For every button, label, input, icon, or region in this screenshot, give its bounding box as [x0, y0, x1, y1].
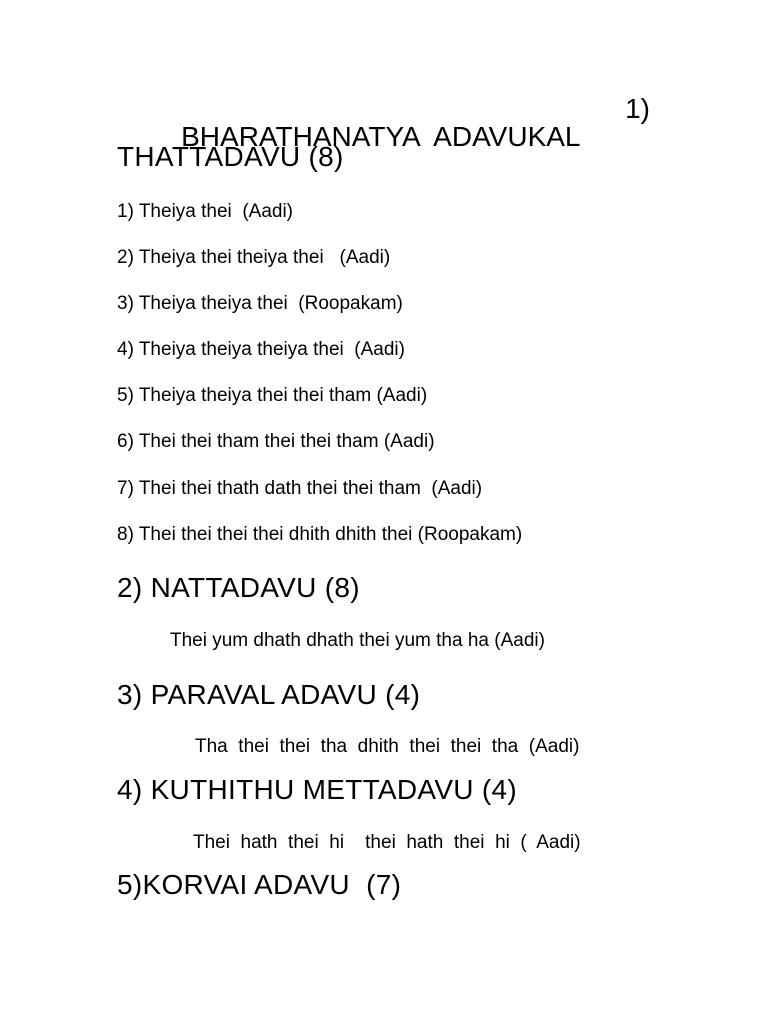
thattadavu-item-3: 3) Theiya theiya thei (Roopakam) [117, 293, 403, 314]
section-3-text: Tha thei thei tha dhith thei thei tha (Aadi) [195, 736, 580, 757]
thattadavu-item-7: 7) Thei thei thath dath thei thei tham (Aadi) [117, 478, 483, 499]
thattadavu-item-2: 2) Theiya thei theiya thei (Aadi) [117, 247, 391, 268]
section-5-heading: 5)KORVAI ADAVU (7) [117, 869, 402, 900]
thattadavu-item-8: 8) Thei thei thei thei dhith dhith thei (Roopakam) [117, 524, 523, 545]
section-3-heading: 3) PARAVAL ADAVU (4) [117, 679, 421, 710]
thattadavu-item-4: 4) Theiya theiya theiya thei (Aadi) [117, 339, 405, 360]
section-1-number: 1) [625, 93, 650, 124]
section-1-heading: THATTADAVU (8) [117, 141, 344, 172]
section-4-text: Thei hath thei hi thei hath thei hi ( Aadi) [193, 832, 581, 853]
thattadavu-item-5: 5) Theiya theiya thei thei tham (Aadi) [117, 385, 428, 406]
section-2-text: Thei yum dhath dhath thei yum tha ha (Aadi) [170, 630, 545, 651]
thattadavu-item-1: 1) Theiya thei (Aadi) [117, 201, 294, 222]
thattadavu-item-6: 6) Thei thei tham thei thei tham (Aadi) [117, 431, 435, 452]
section-2-heading: 2) NATTADAVU (8) [117, 572, 360, 603]
section-4-heading: 4) KUTHITHU METTADAVU (4) [117, 774, 518, 805]
document-title-text: BHARATHANATYA ADAVUKAL [181, 121, 581, 152]
